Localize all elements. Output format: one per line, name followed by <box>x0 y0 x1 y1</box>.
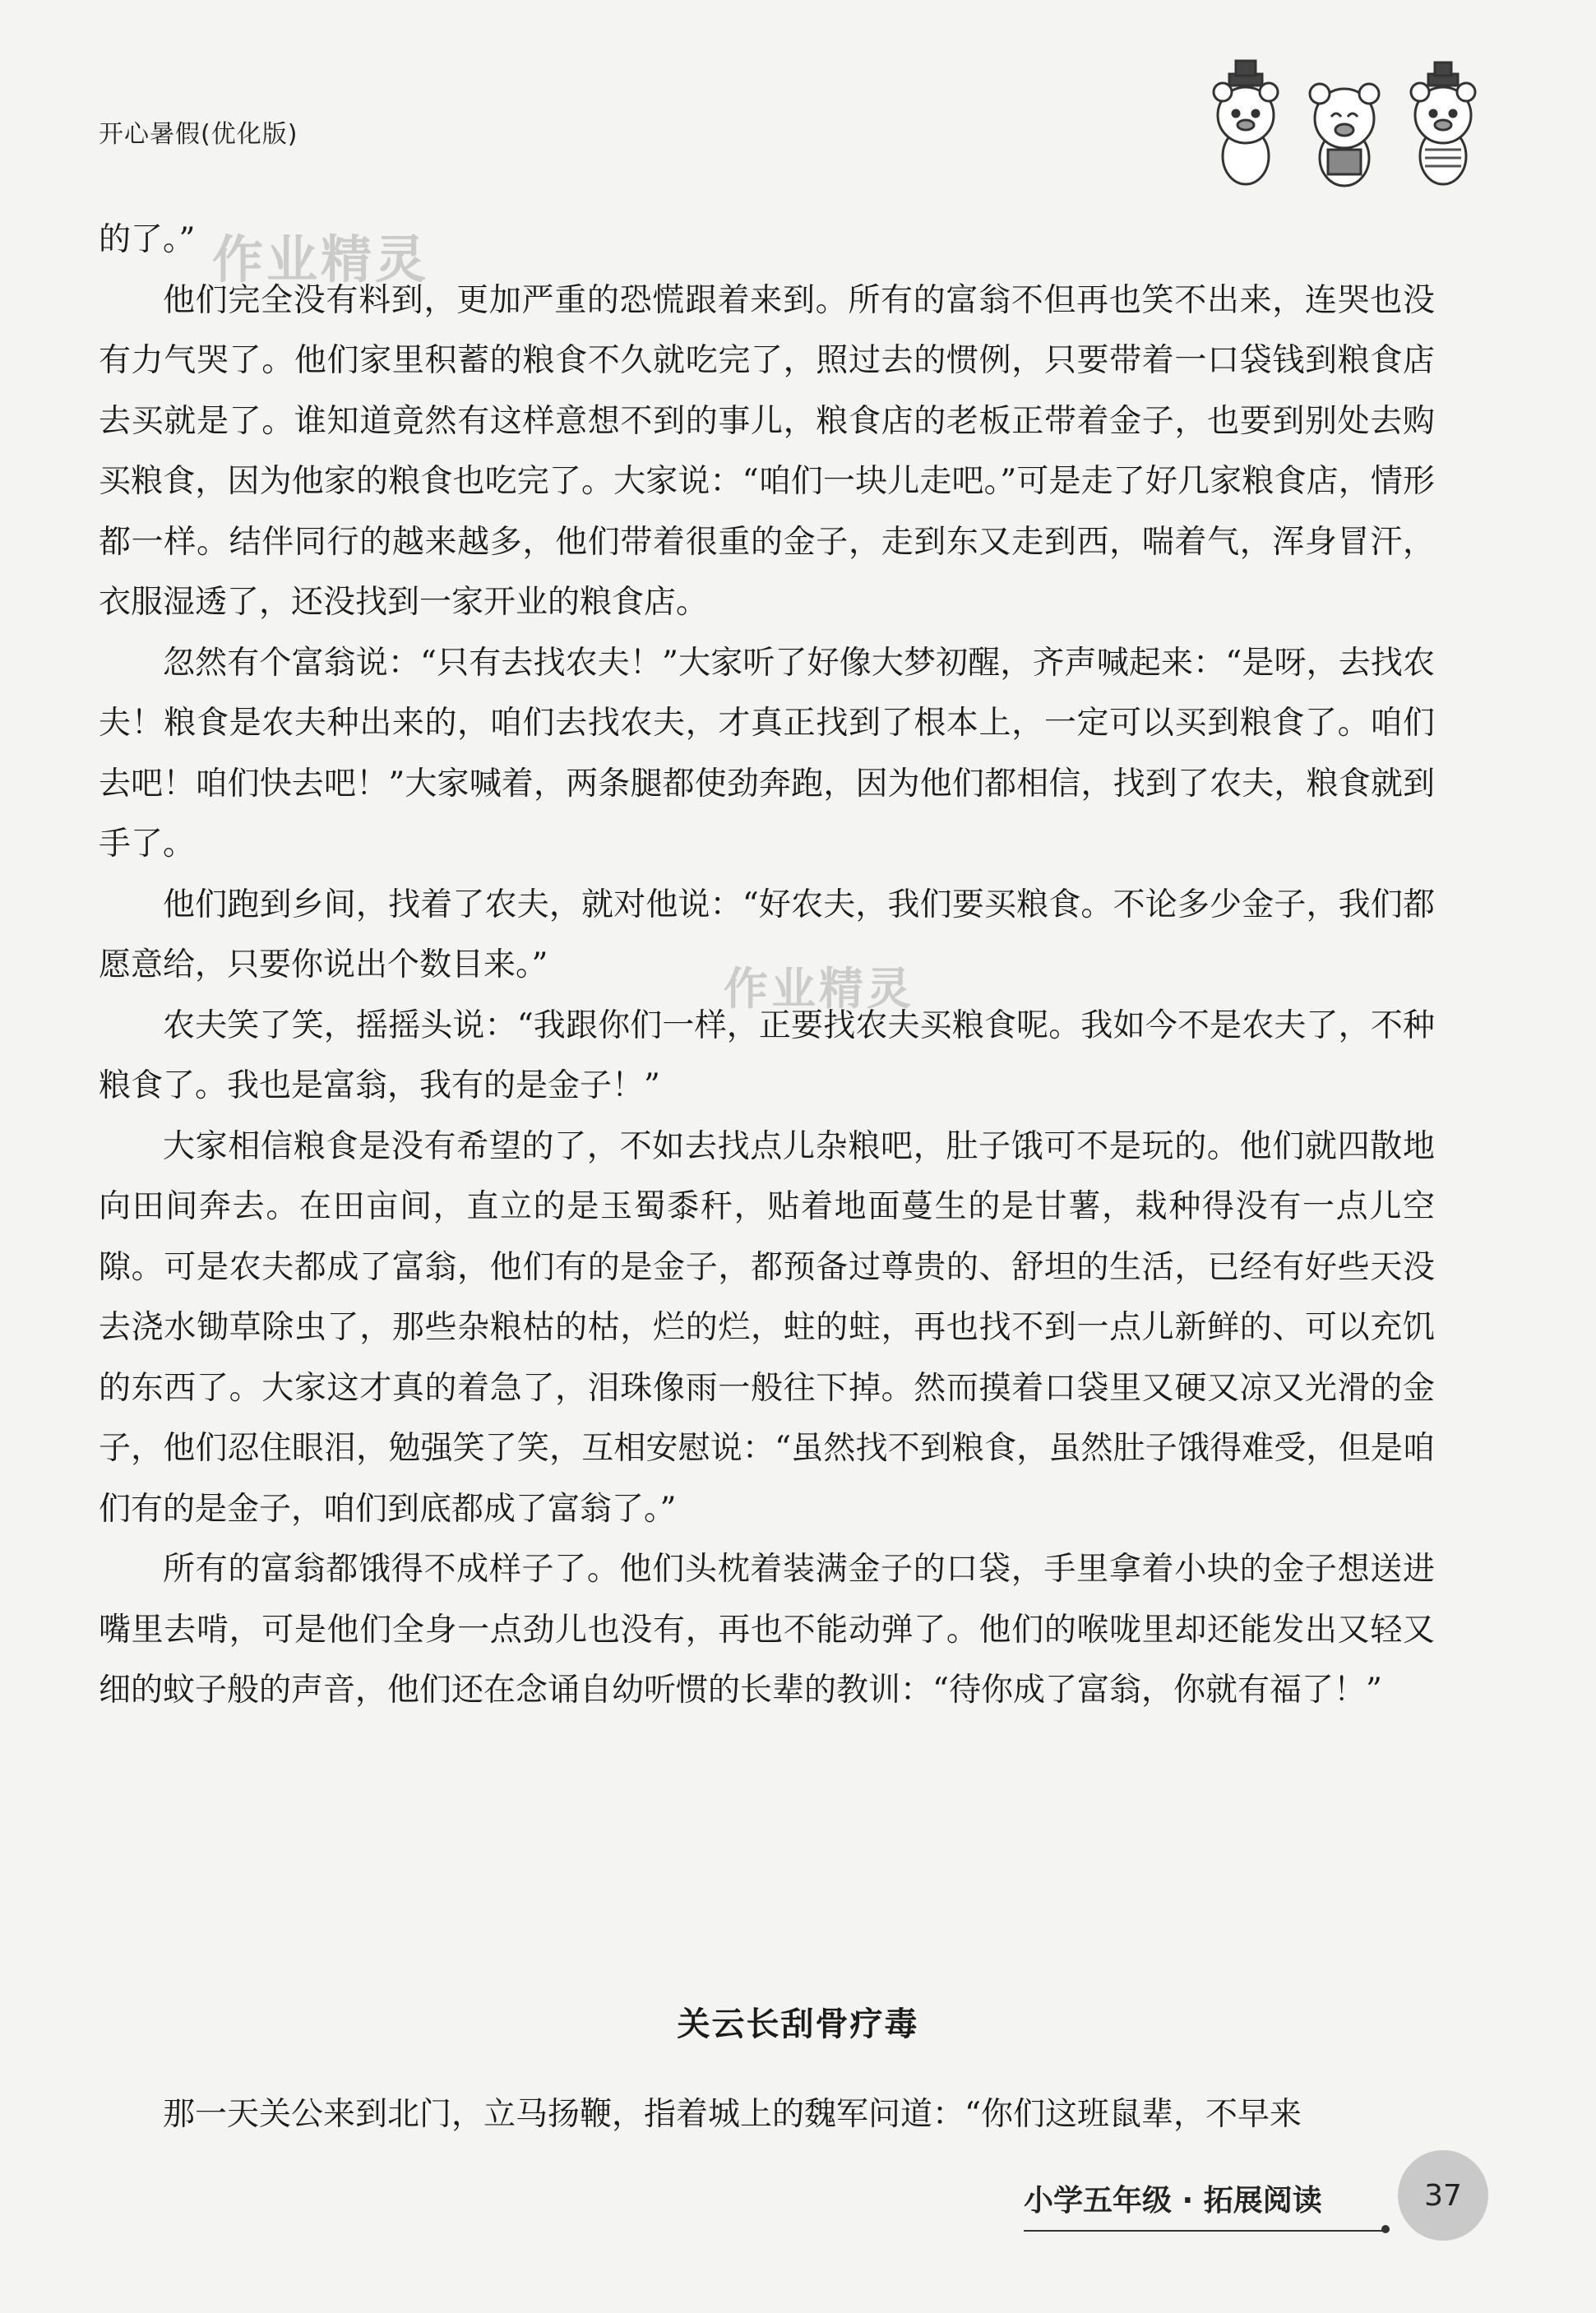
book-title: 开心暑假(优化版) <box>99 120 298 149</box>
paragraph: 那一天关公来到北门，立马扬鞭，指着城上的魏军问道：“你们这班鼠辈，不早来 <box>163 2096 1302 2133</box>
watermark: 作业精灵 <box>212 229 430 289</box>
watermark: 作业精灵 <box>724 963 914 1015</box>
footer-divider <box>1024 2230 1386 2232</box>
paragraph: 农夫笑了笑，摇摇头说：“我跟你们一样，正要找农夫买粮食呢。我如今不是农夫了，不种粮食了。我也是富翁，我有的是金子！” <box>99 1006 1435 1104</box>
footer-dot-icon <box>1381 2225 1390 2233</box>
paragraph: 大家相信粮食是没有希望的了，不如去找点儿杂粮吧，肚子饿可不是玩的。他们就四散地向田间奔去。在田亩间，直立的是玉蜀黍秆，贴着地面蔓生的是甘薯，栽种得没有一点儿空隙。可是农夫都成了富翁，他们有的是金子，都预备过尊贵的、舒坦的生活，已经有好些天没去浇水锄草除虫了，那些杂粮枯的枯，烂的烂，蛀的蛀，再也找不到一点儿新鲜的、可以充饥的东西了。大家这才真的着急了，泪珠像雨一般往下掉。然而摸着口袋里又硬又凉又光滑的金子，他们忍住眼泪，勉强笑了笑，互相安慰说：“虽然找不到粮食，虽然肚子饿得难受，但是咱们有的是金子，咱们到底都成了富翁了。” <box>99 1127 1435 1528</box>
paragraph: 的了。” <box>99 221 196 258</box>
paragraph: 他们完全没有料到，更加严重的恐慌跟着来到。所有的富翁不但再也笑不出来，连哭也没有力气哭了。他们家里积蓄的粮食不久就吃完了，照过去的惯例，只要带着一口袋钱到粮食店去买就是了。谁知道竟然有这样意想不到的事儿，粮食店的老板正带着金子，也要到别处去购买粮食，因为他家的粮食也吃完了。大家说：“咱们一块儿走吧。”可是走了好几家粮食店，情形都一样。结伴同行的越来越多，他们带着很重的金子，走到东又走到西，喘着气，浑身冒汗，衣服湿透了，还没找到一家开业的粮食店。 <box>99 281 1435 621</box>
paragraph: 所有的富翁都饿得不成样子了。他们头枕着装满金子的口袋，手里拿着小块的金子想送进嘴里去啃，可是他们全身一点劲儿也没有，再也不能动弹了。他们的喉咙里却还能发出又轻又细的蚊子般的声音，他们还在念诵自幼听惯的长辈的教训：“待你成了富翁，你就有福了！” <box>99 1551 1435 1709</box>
page-number: 37 <box>1398 2150 1488 2241</box>
story-body <box>99 210 1435 1721</box>
story-title: 关云长刮骨疗毒 <box>677 2005 919 2043</box>
paragraph: 忽然有个富翁说：“只有去找农夫！”大家听了好像大梦初醒，齐声喊起来：“是呀，去找农夫！粮食是农夫种出来的，咱们去找农夫，才真正找到了根本上，一定可以买到粮食了。咱们去吧！咱们快去吧！”大家喊着，两条腿都使劲奔跑，因为他们都相信，找到了农夫，粮食就到手了。 <box>99 644 1435 863</box>
bear-mascots-illustration <box>1196 58 1492 197</box>
footer-label: 小学五年级 · 拓展阅读 <box>1024 2184 1322 2218</box>
paragraph: 他们跑到乡间，找着了农夫，就对他说：“好农夫，我们要买粮食。不论多少金子，我们都愿意给，只要你说出个数目来。” <box>99 886 1435 983</box>
